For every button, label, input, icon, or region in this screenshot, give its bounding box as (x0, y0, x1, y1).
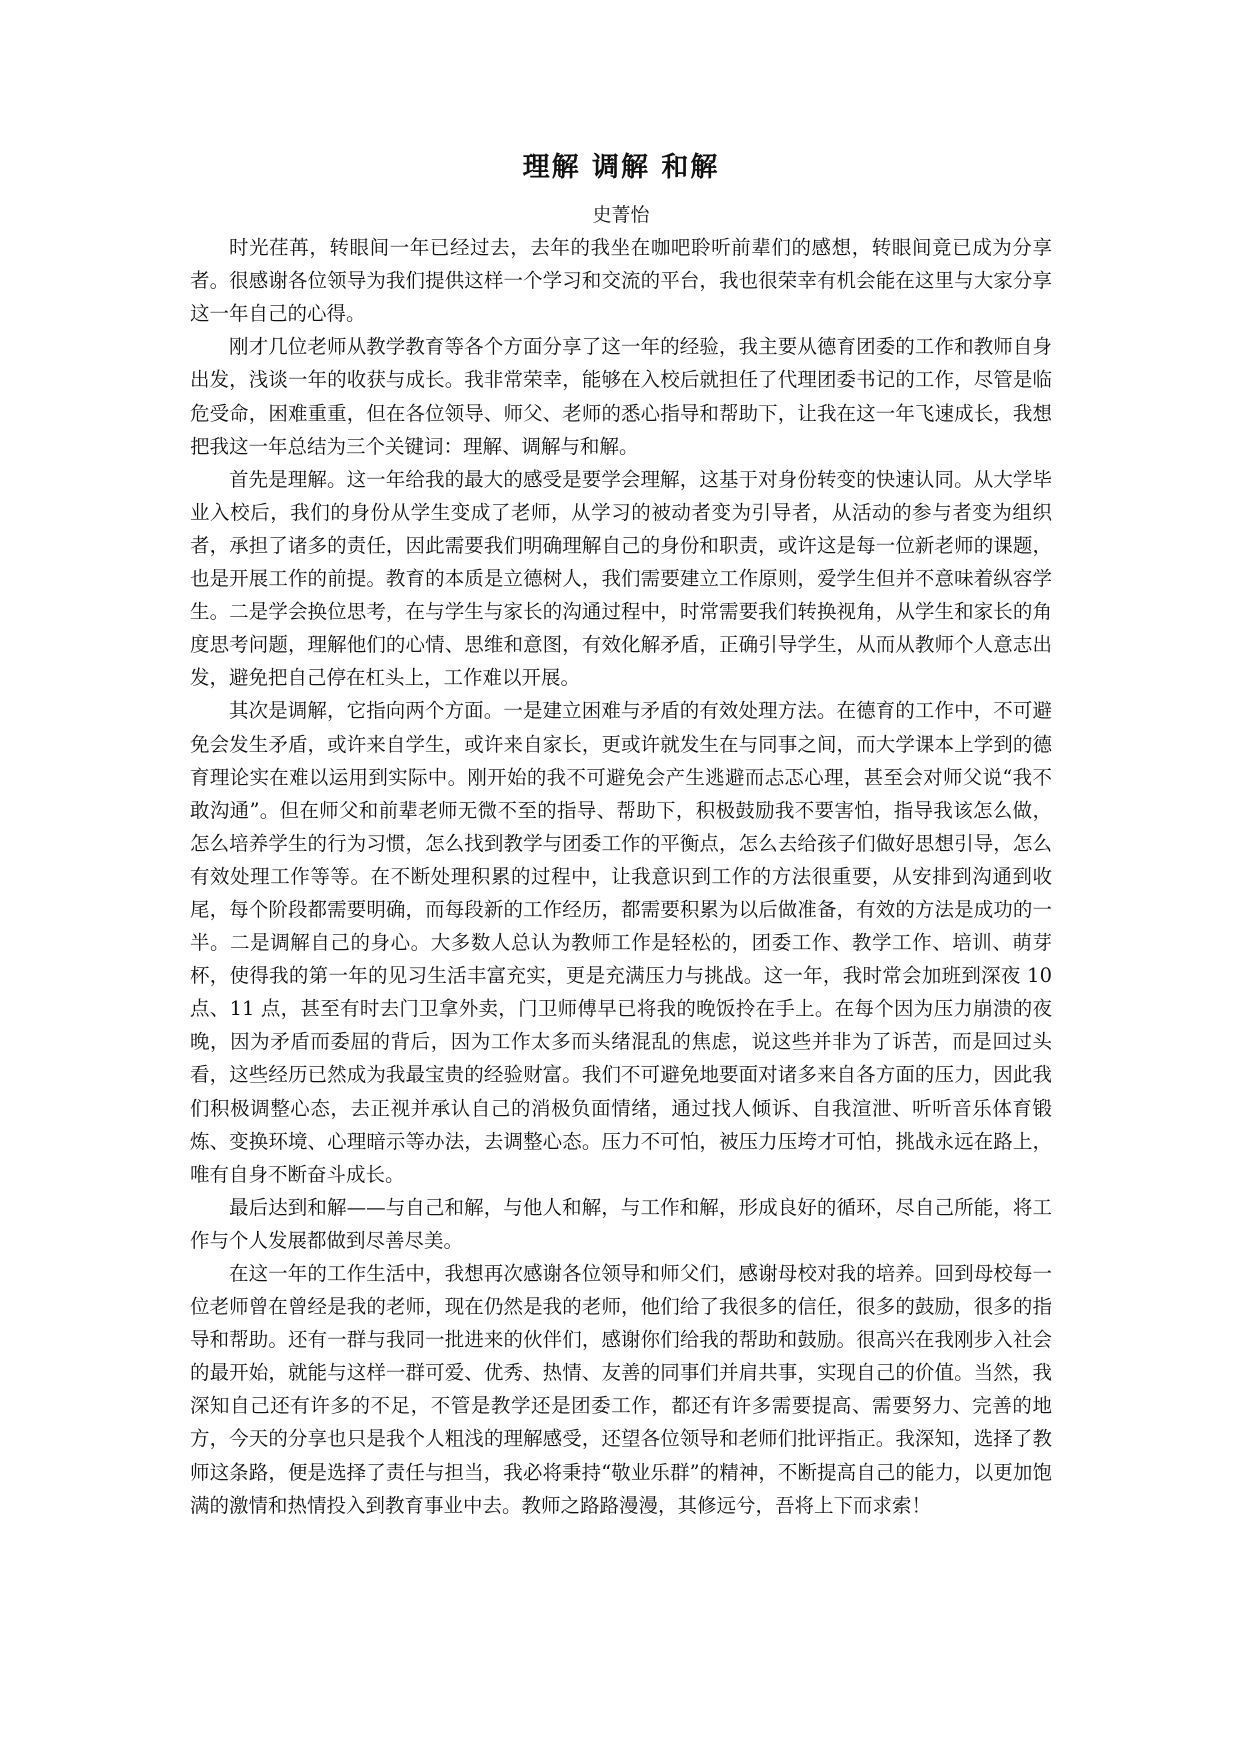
paragraph-overview: 刚才几位老师从教学教育等各个方面分享了这一年的经验，我主要从德育团委的工作和教师自身出发，浅谈一年的收获与成长。我非常荣幸，能够在入校后就担任了代理团委书记的工作，尽管是临危受命，困难重重，但在各位领导、师父、老师的悉心指导和帮助下，让我在这一年飞速成长，我想把我这一年总结为三个关键词：理解、调解与和解。 (190, 335, 1052, 458)
paragraph-intro: 时光荏苒，转眼间一年已经过去，去年的我坐在咖吧聆听前辈们的感想，转眼间竟已成为分享者。很感谢各位领导为我们提供这样一个学习和交流的平台，我也很荣幸有机会能在这里与大家分享这一年自己的心得。 (190, 236, 1052, 326)
paragraph-understanding: 首先是理解。这一年给我的最大的感受是要学会理解，这基于对身份转变的快速认同。从大学毕业入校后，我们的身份从学生变成了老师，从学习的被动者变为引导者，从活动的参与者变为组织者，承担了诸多的责任，因此需要我们明确理解自己的身份和职责，或许这是每一位新老师的课题，也是开展工作的前提。教育的本质是立德树人，我们需要建立工作原则，爱学生但并不意味着纵容学生。二是学会换位思考，在与学生与家长的沟通过程中，时常需要我们转换视角，从学生和家长的角度思考问题，理解他们的心情、思维和意图，有效化解矛盾，正确引导学生，从而从教师个人意志出发，避免把自己停在杠头上，工作难以开展。 (190, 467, 1052, 690)
paragraph-mediation: 其次是调解，它指向两个方面。一是建立困难与矛盾的有效处理方法。在德育的工作中，不可避免会发生矛盾，或许来自学生，或许来自家长，更或许就发生在与同事之间，而大学课本上学到的德育理论实在难以运用到实际中。刚开始的我不可避免会产生逃避而忐忑心理，甚至会对师父说“我不敢沟通”。但在师父和前辈老师无微不至的指导、帮助下，积极鼓励我不要害怕，指导我该怎么做，怎么培养学生的行为习惯，怎么找到教学与团委工作的平衡点，怎么去给孩子们做好思想引导，怎么有效处理工作等等。在不断处理积累的过程中，让我意识到工作的方法很重要，从安排到沟通到收尾，每个阶段都需要明确，而每段新的工作经历，都需要积累为以后做准备，有效的方法是成功的一半。二是调解自己的身心。大多数人总认为教师工作是轻松的，团委工作、教学工作、培训、萌芽杯，使得我的第一年的见习生活丰富充实，更是充满压力与挑战。这一年，我时常会加班到深夜 10 点、11 点，甚至有时去门卫拿外卖，门卫师傅早已将我的晚饭拎在手上。在每个因为压力崩溃的夜晚，因为矛盾而委屈的背后，因为工作太多而头绪混乱的焦虑，说这些并非为了诉苦，而是回过头看，这些经历已然成为我最宝贵的经验财富。我们不可避免地要面对诸多来自各方面的压力，因此我们积极调整心态，去正视并承认自己的消极负面情绪，通过找人倾诉、自我渲泄、听听音乐体育锻炼、变换环境、心理暗示等办法，去调整心态。压力不可怕，被压力压垮才可怕，挑战永远在路上，唯有自身不断奋斗成长。 (190, 699, 1052, 1186)
document-author: 史菁怡 (592, 204, 650, 227)
document-body (190, 231, 1052, 1522)
paragraph-closing: 在这一年的工作生活中，我想再次感谢各位领导和师父们，感谢母校对我的培养。回到母校每一位老师曾在曾经是我的老师，现在仍然是我的老师，他们给了我很多的信任，很多的鼓励，很多的指导和帮助。还有一群与我同一批进来的伙伴们，感谢你们给我的帮助和鼓励。很高兴在我刚步入社会的最开始，就能与这样一群可爱、优秀、热情、友善的同事们并肩共事，实现自己的价值。当然，我深知自己还有许多的不足，不管是教学还是团委工作，都还有许多需要提高、需要努力、完善的地方，今天的分享也只是我个人粗浅的理解感受，还望各位领导和老师们批评指正。我深知，选择了教师这条路，便是选择了责任与担当，我必将秉持“敬业乐群”的精神，不断提高自己的能力，以更加饱满的激情和热情投入到教育事业中去。教师之路路漫漫，其修远兮，吾将上下而求索！ (190, 1262, 1052, 1517)
paragraph-reconciliation: 最后达到和解——与自己和解，与他人和解，与工作和解，形成良好的循环，尽自己所能，将工作与个人发展都做到尽善尽美。 (190, 1195, 1052, 1252)
document-page (190, 150, 1052, 1522)
document-title: 理解 调解 和解 (522, 152, 720, 183)
